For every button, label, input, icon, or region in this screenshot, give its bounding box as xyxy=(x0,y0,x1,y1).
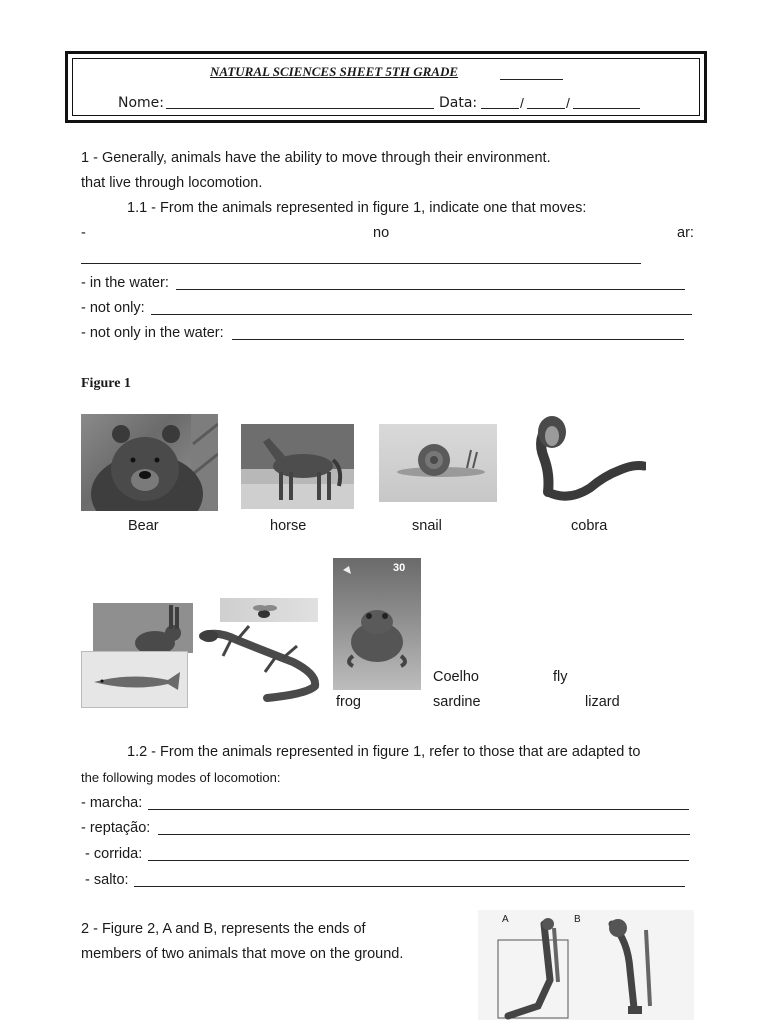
caption-frog: frog xyxy=(336,694,361,710)
caption-sardine: sardine xyxy=(433,694,481,710)
q2-line-1: 2 - Figure 2, A and B, represents the ends of xyxy=(81,921,366,937)
air-dash: - xyxy=(81,225,86,241)
horse-image xyxy=(241,424,354,509)
date-day-field[interactable] xyxy=(481,108,519,109)
horse-photo xyxy=(241,424,354,509)
caption-snail: snail xyxy=(412,518,442,534)
caption-cobra: cobra xyxy=(571,518,608,534)
figure-1-label: Figure 1 xyxy=(81,376,131,391)
air-no: no xyxy=(373,225,390,241)
not-only-answer-line[interactable] xyxy=(151,314,692,315)
reptacao-answer-line[interactable] xyxy=(158,834,690,835)
figure-2-photo xyxy=(478,910,694,1020)
snail-image xyxy=(379,424,497,502)
salto-answer-line[interactable] xyxy=(134,886,685,887)
frog-image xyxy=(333,558,421,690)
date-slash-1: / xyxy=(520,95,524,111)
caption-coelho: Coelho xyxy=(433,669,479,685)
frog-card-photo xyxy=(333,558,421,690)
bear-image xyxy=(81,414,218,511)
rabbit-photo xyxy=(93,603,193,653)
header-box xyxy=(65,51,707,123)
date-year-field[interactable] xyxy=(573,108,640,109)
q11-text: 1.1 - From the animals represented in figure 1, indicate one that moves: xyxy=(127,200,587,216)
lizard-image xyxy=(197,622,325,704)
frog-card-number: 30 xyxy=(393,562,406,574)
caption-bear: Bear xyxy=(128,518,159,534)
marcha-label: - marcha: xyxy=(81,795,143,811)
not-only-label: - not only: xyxy=(81,300,145,316)
figure-2-label-a: A xyxy=(502,914,509,925)
sardine-photo xyxy=(81,651,188,708)
cobra-photo xyxy=(528,414,646,504)
date-month-field[interactable] xyxy=(527,108,565,109)
in-water-answer-line[interactable] xyxy=(176,289,685,290)
name-field[interactable] xyxy=(166,108,434,109)
not-only-water-label: - not only in the water: xyxy=(81,325,224,341)
fly-photo xyxy=(220,598,318,622)
air-ar: ar: xyxy=(677,225,694,241)
bear-photo xyxy=(81,414,218,511)
corrida-label: - corrida: xyxy=(81,846,143,862)
caption-fly: fly xyxy=(553,669,568,685)
q2-line-2: members of two animals that move on the ground. xyxy=(81,946,404,962)
fly-image xyxy=(220,598,318,622)
figure-2-label-b: B xyxy=(574,914,581,925)
date-label: Data: xyxy=(439,95,478,111)
limb-bones-image xyxy=(478,910,694,1020)
lizard-photo xyxy=(197,622,325,704)
in-water-label: - in the water: xyxy=(81,275,169,291)
air-answer-line[interactable] xyxy=(81,263,641,264)
date-slash-2: / xyxy=(566,95,570,111)
marcha-answer-line[interactable] xyxy=(148,809,689,810)
salto-label: - salto: xyxy=(81,872,129,888)
rabbit-image xyxy=(93,603,193,653)
corrida-answer-line[interactable] xyxy=(148,860,689,861)
sardine-image xyxy=(82,652,188,708)
name-label: Nome: xyxy=(118,95,165,111)
snail-photo xyxy=(379,424,497,502)
q1-intro-2: that live through locomotion. xyxy=(81,175,263,191)
caption-lizard: lizard xyxy=(585,694,620,710)
q12-text-2: the following modes of locomotion: xyxy=(81,770,281,785)
q1-intro: 1 - Generally, animals have the ability to move through their environment. xyxy=(81,150,551,166)
q12-text: 1.2 - From the animals represented in figure 1, refer to those that are adapted to xyxy=(127,744,641,760)
sheet-title: NATURAL SCIENCES SHEET 5TH GRADE xyxy=(210,64,459,79)
caption-horse: horse xyxy=(270,518,307,534)
cobra-image xyxy=(528,414,646,504)
reptacao-label: - reptação: xyxy=(81,820,151,836)
not-only-water-answer-line[interactable] xyxy=(232,339,684,340)
